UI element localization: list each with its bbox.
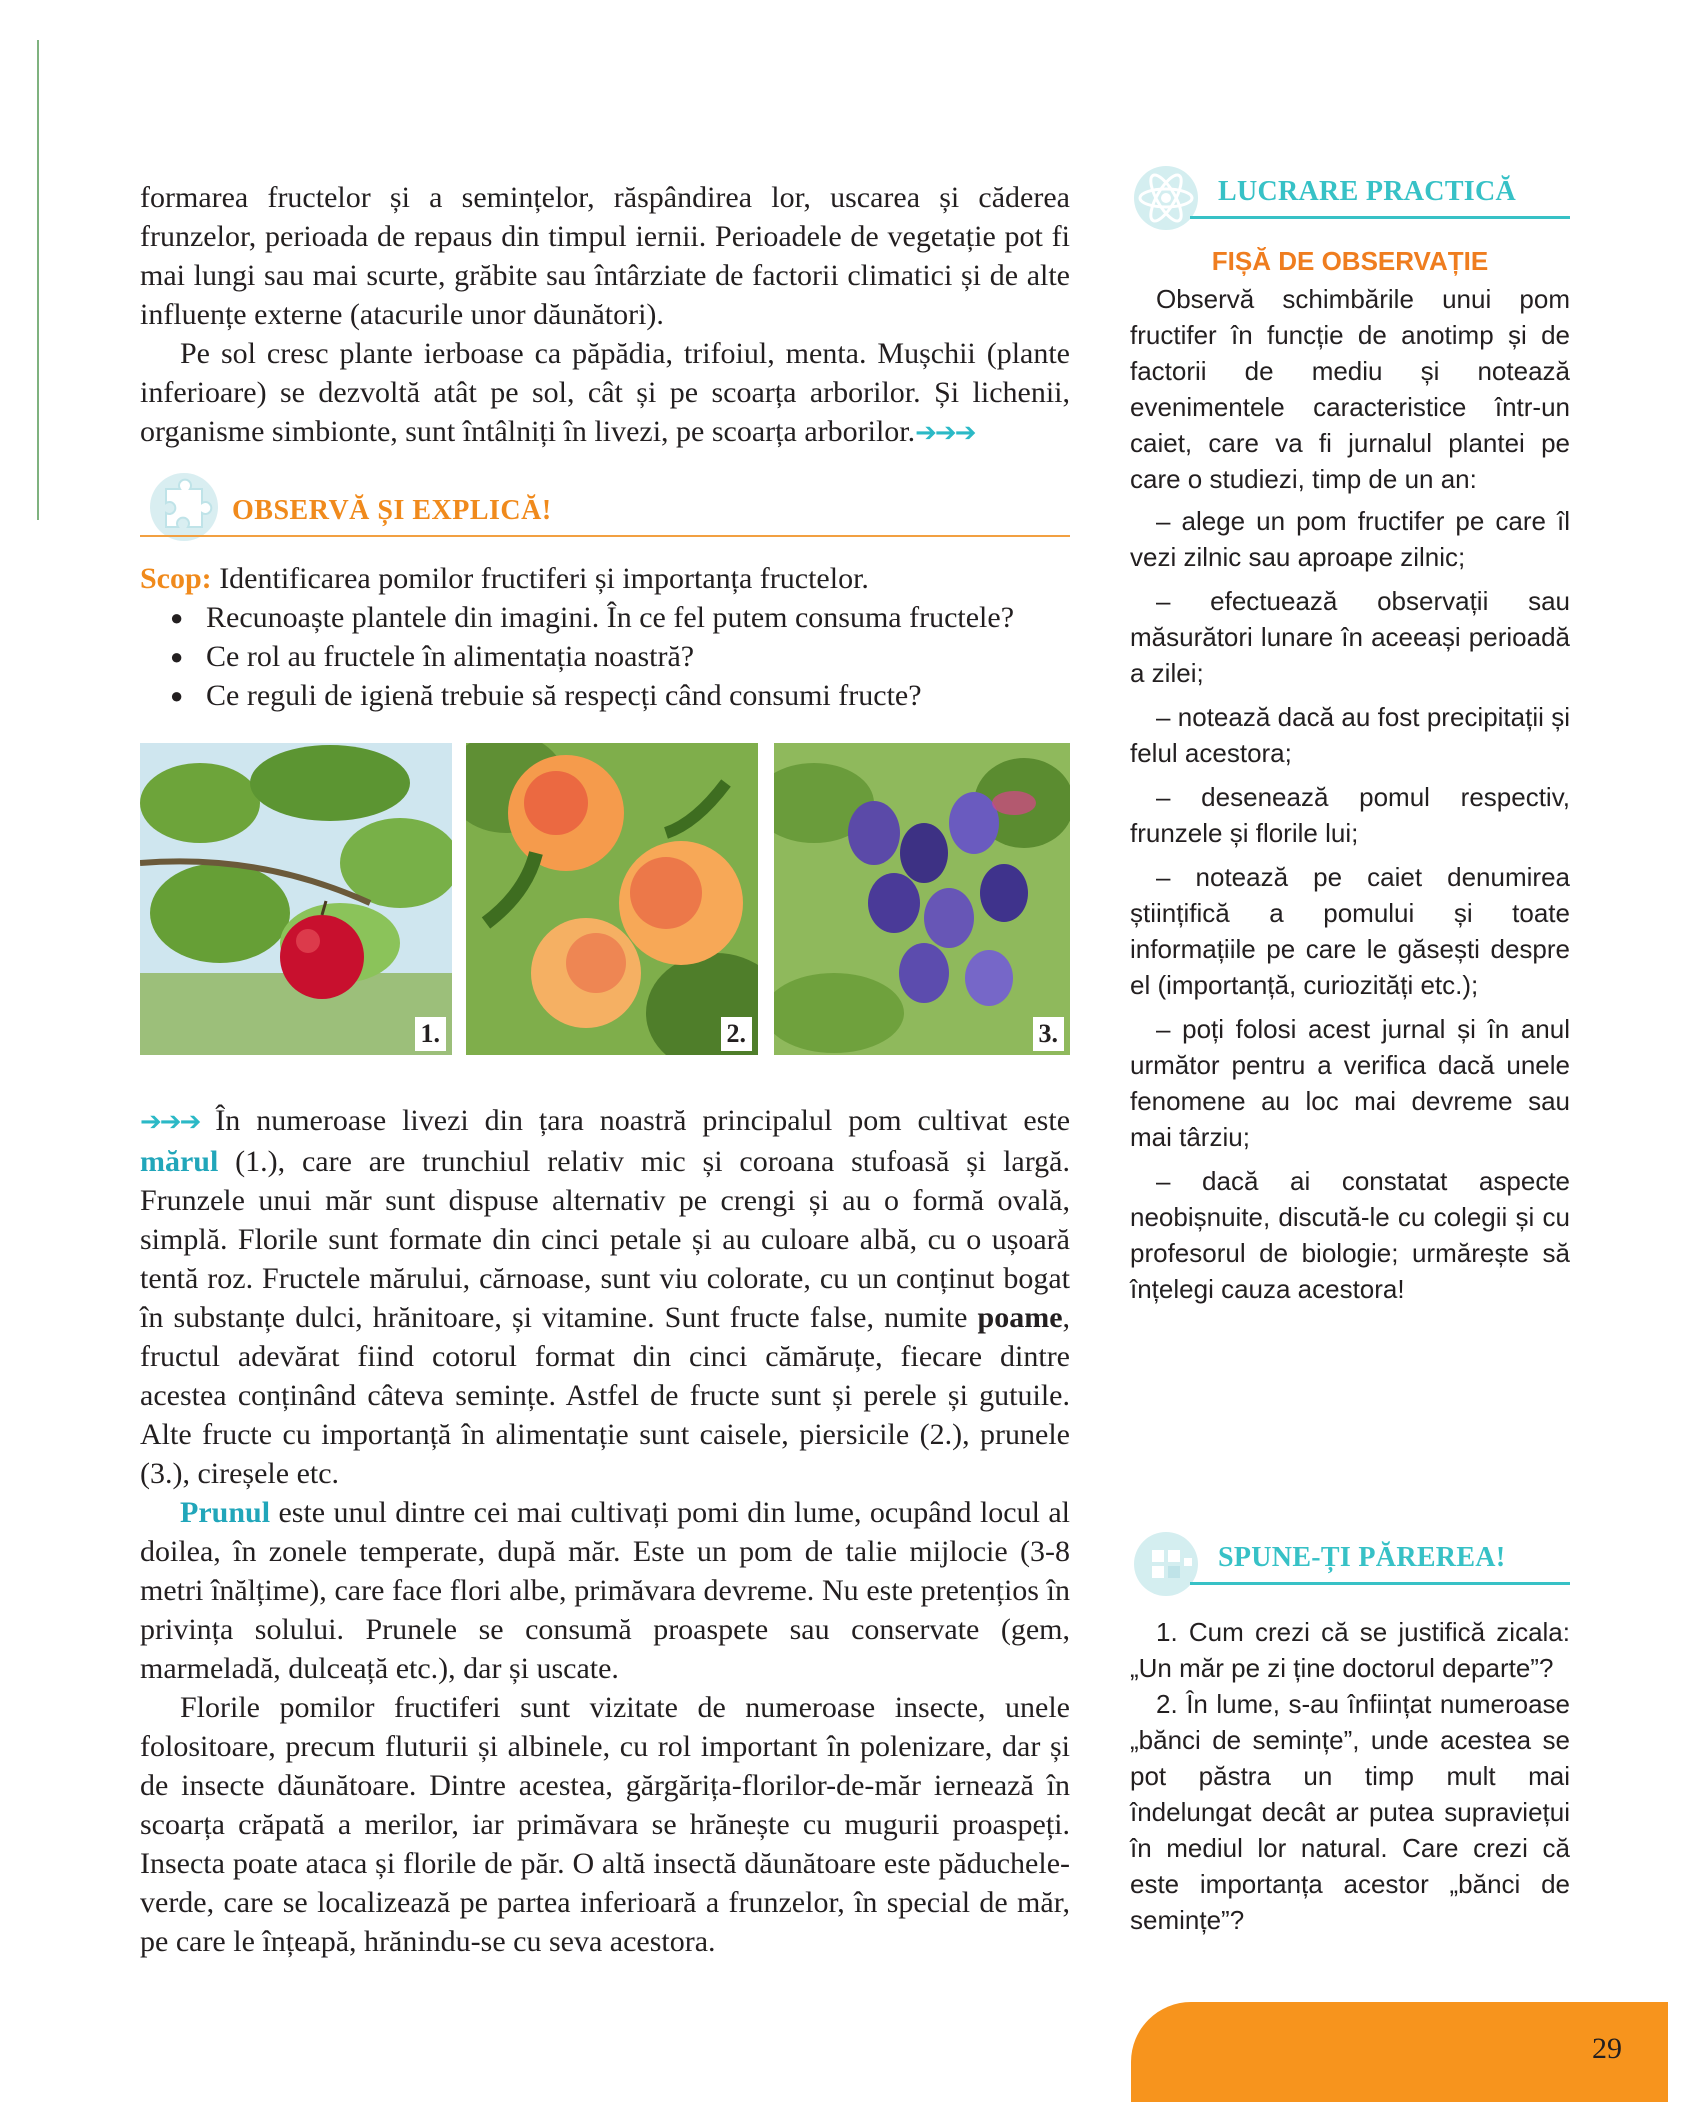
observation-step: – alege un pom fructifer pe care îl vezi zilnic sau aproape zilnic; — [1130, 506, 1570, 572]
poame-keyword: poame — [977, 1301, 1063, 1334]
photo-label-3: 3. — [1033, 1017, 1065, 1051]
apple-photo — [140, 743, 452, 1055]
apple-text-mid: (1.), care are trunchiul relativ mic și coroana stufoasă și largă. Frunzele unui măr sunt dispuse alternativ pe crengi și au o formă ovală, simplă. Florile sunt formate din cinci petale și au culoare albă, cu o ușoară tentă roz. Fructele mărului, cărnoase, sunt viu colorate, cu un conținut bogat în substanțe dulci, hrănitoare, și vitamine. Sunt fructe false, numite — [140, 1145, 1071, 1334]
practical-work-box — [1130, 162, 1570, 1315]
observa-title: OBSERVĂ ȘI EXPLICĂ! — [232, 495, 552, 526]
question-item: ● Ce rol au fructele în alimentația noastră? — [170, 637, 1070, 676]
page-number-tab — [1131, 2002, 1668, 2102]
observation-step: – notează pe caiet denumirea științifică a pomului și toate informațiile pe care le găsești despre el (importanță, curiozități etc.); — [1130, 862, 1570, 1000]
intro-paragraph-2-text: Pe sol cresc plante ierboase ca păpădia, trifoiul, menta. Mușchii (plante inferioare) se dezvoltă atât pe sol, cât și pe scoarța arborilor. Și lichenii, organisme simbionte, sunt întâlniți în livezi, pe scoarța arborilor. — [140, 337, 1070, 448]
pixel-icon — [1130, 1528, 1210, 1598]
question-list — [140, 598, 1070, 715]
plum-keyword: Prunul — [180, 1496, 271, 1529]
apple-text-end: , fructul adevărat fiind cotorul format din cinci cămăruțe, fiecare dintre acestea conținând câteva semințe. Astfel de fructe sunt și perele și gutuile. Alte fructe cu importanță în alimentație sunt caisele, piersicile (2.), prunele (3.), cireșele etc. — [140, 1301, 1071, 1490]
spune-header — [1130, 1528, 1570, 1590]
observation-step: – poți folosi acest jurnal și în anul următor pentru a verifica dacă unele fenomene au loc mai devreme sau mai târziu; — [1130, 1014, 1570, 1152]
insects-paragraph: Florile pomilor fructiferi sunt vizitate de numeroase insecte, unele folositoare, precum fluturii și albinele, cu rol important în polenizare, dar și de insecte dăunătoare. Dintre acestea, gărgărița-florilor-de-măr iernează în scoarța crăpată a merilor, iar primăvara se hrănește cu mugurii proaspeți. Insecta poate ataca și florile de păr. O altă insectă dăunătoare este păduchele-verde, care se localizează pe partea inferioară a frunzelor, în special de măr, pe care le înțeapă, hrănindu-se cu seva acestora. — [140, 1691, 1070, 1958]
fisa-title: FIȘĂ DE OBSERVAȚIE — [1211, 246, 1489, 276]
fruit-description — [140, 1101, 1070, 1961]
observa-section-header — [140, 467, 1070, 551]
main-column — [140, 178, 1070, 1961]
observa-rule — [140, 535, 1070, 537]
apple-paragraph — [140, 1101, 1070, 1493]
photo-label-2: 2. — [721, 1017, 753, 1051]
apple-tree-image — [140, 743, 452, 1055]
question-1: 1. Cum crezi că se justifică zicala: „Un măr pe zi ține doctorul departe”? — [1130, 1617, 1570, 1683]
apple-keyword: mărul — [140, 1145, 219, 1178]
observation-steps — [1130, 503, 1570, 1307]
observation-intro: Observă schimbările unui pom fructifer în funcție de anotimp și de factorii de mediu și notează evenimentele caracteristice într-un caiet, care va fi jurnalul plantei pe care o studiezi, timp de un an: — [1130, 284, 1570, 494]
intro-paragraph-2 — [140, 334, 1070, 453]
spune-title: SPUNE-ȚI PĂREREA! — [1218, 1542, 1506, 1573]
puzzle-icon — [144, 469, 222, 543]
spune-rule — [1190, 1582, 1570, 1585]
continue-arrows-icon: ➔➔➔ — [915, 418, 975, 448]
question-2: 2. În lume, s-au înființat numeroase „bănci de semințe”, unde acestea se pot păstra un timp mult mai îndelungat decât ar putea supraviețui în mediul lor natural. Care crezi că este importanța acestor „bănci de semințe”? — [1130, 1689, 1570, 1935]
plum-photo — [774, 743, 1070, 1055]
question-item: ● Recunoaște plantele din imagini. În ce fel putem consuma fructele? — [170, 598, 1070, 637]
observation-step: – dacă ai constatat aspecte neobișnuite, discută-le cu colegii și cu profesorul de biologie; urmărește să înțelegi cauza acestora! — [1130, 1166, 1570, 1304]
scope-line — [140, 559, 1070, 598]
lucrare-title: LUCRARE PRACTICĂ — [1218, 176, 1517, 207]
observation-step: – efectuează observații sau măsurători lunare în aceeași perioadă a zilei; — [1130, 586, 1570, 688]
observation-step: – notează dacă au fost precipitații și felul acestora; — [1130, 702, 1570, 768]
question-item: ● Ce reguli de igienă trebuie să respecți când consumi fructe? — [170, 676, 1070, 715]
apple-text-start: În numeroase livezi din țara noastră principalul pom cultivat este — [215, 1104, 1071, 1137]
page-number: 29 — [1592, 2032, 1622, 2065]
opinion-box — [1130, 1528, 1570, 1938]
plum-tree-image — [774, 743, 1070, 1055]
photo-label-1: 1. — [415, 1017, 447, 1051]
peach-photo — [466, 743, 758, 1055]
scope-text: Identificarea pomilor fructiferi și importanța fructelor. — [219, 562, 869, 595]
continue-arrows-icon: ➔➔➔ — [140, 1107, 200, 1137]
observation-step: – desenează pomul respectiv, frunzele și florile lui; — [1130, 782, 1570, 848]
peach-tree-image — [466, 743, 758, 1055]
plum-paragraph — [140, 1493, 1070, 1688]
lucrare-rule — [1190, 216, 1570, 219]
intro-paragraph-1: formarea fructelor și a semințelor, răspândirea lor, uscarea și căderea frunzelor, perioada de repaus din timpul iernii. Perioadele de vegetație pot fi mai lungi sau mai scurte, grăbite sau întârziate de factorii climatici și de alte influențe externe (atacurile unor dăunători). — [140, 181, 1070, 331]
fruit-photos — [140, 743, 1070, 1063]
atom-icon — [1130, 162, 1210, 232]
margin-line — [37, 40, 39, 520]
lucrare-header — [1130, 162, 1570, 224]
scope-label: Scop: — [140, 562, 212, 595]
plum-text: este unul dintre cei mai cultivați pomi din lume, ocupând locul al doilea, în zonele temperate, după măr. Este un pom de talie mijlocie (3-8 metri înălțime), care face flori albe, primăvara devreme. Nu este pretențios în privința solului. Prunele se consumă proaspete sau conservate (gem, marmeladă, dulceață etc.), dar și uscate. — [140, 1496, 1071, 1685]
